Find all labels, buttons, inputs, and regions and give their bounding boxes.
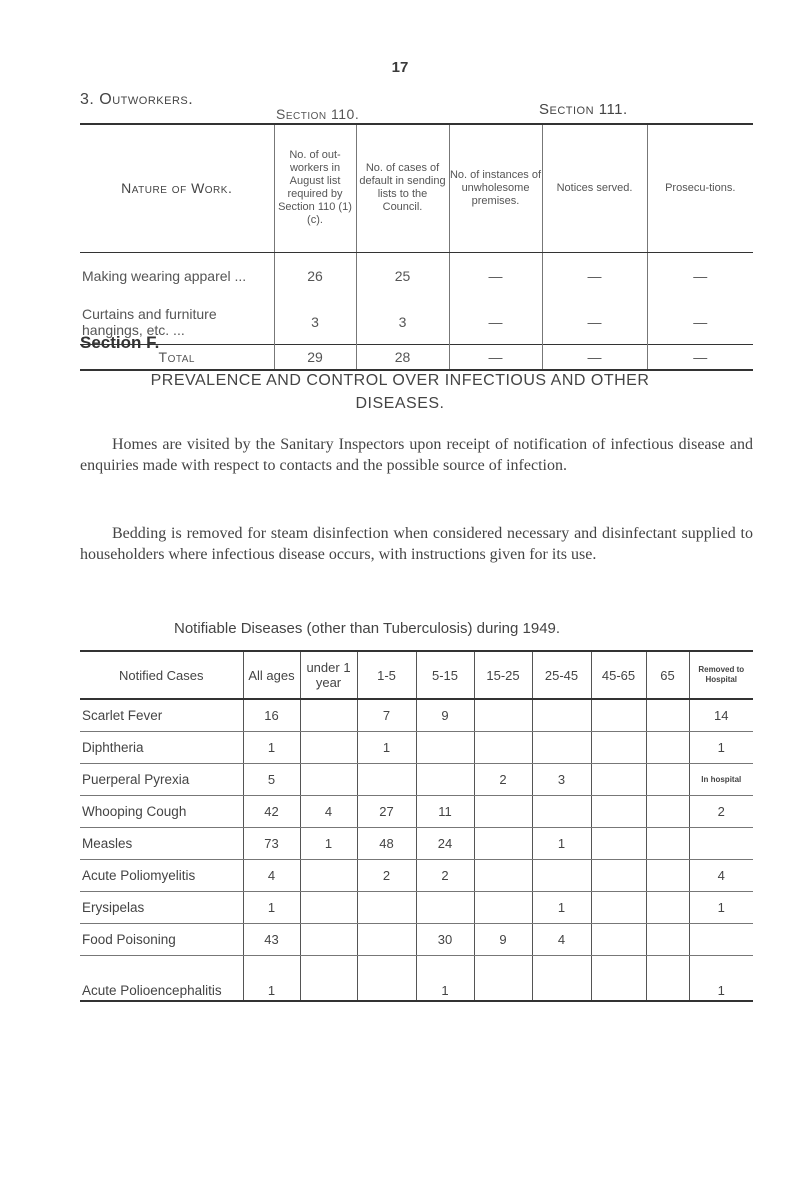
table-cell (646, 795, 689, 827)
paragraph-visits: Homes are visited by the Sanitary Inspectors upon receipt of notification of infectious disease and enquiries made with respect to contacts and the possible source of infection. (80, 436, 753, 474)
table-cell (532, 731, 591, 763)
age-group-header: 25-45 (532, 651, 591, 699)
table-cell: 30 (416, 923, 474, 955)
table-cell (689, 827, 753, 859)
table-cell (300, 859, 357, 891)
table-cell: 1 (243, 891, 300, 923)
table-cell: — (449, 344, 542, 370)
table-cell (646, 955, 689, 1001)
table-cell: 42 (243, 795, 300, 827)
table-cell (357, 923, 416, 955)
disease-name: Erysipelas (80, 891, 243, 923)
table-row (80, 252, 753, 300)
table-cell (474, 699, 532, 731)
page-number: 17 (391, 59, 409, 76)
table-cell (416, 891, 474, 923)
disease-name: Acute Polioencephalitis (80, 955, 243, 1001)
table-cell: 1 (357, 731, 416, 763)
table-cell (357, 955, 416, 1001)
table-cell (591, 699, 646, 731)
removed-to-hospital-header: Removed to Hospital (689, 651, 753, 699)
table-cell (646, 891, 689, 923)
table-row (80, 699, 753, 731)
disease-name: Acute Poliomyelitis (80, 859, 243, 891)
table-cell: 4 (300, 795, 357, 827)
table-cell: 1 (689, 891, 753, 923)
table-cell: 48 (357, 827, 416, 859)
table-cell (357, 763, 416, 795)
nature-of-work-header: Nature of Work. (80, 124, 274, 252)
table-cell (474, 891, 532, 923)
age-group-header: 45-65 (591, 651, 646, 699)
table-cell (591, 859, 646, 891)
paragraph-bedding: Bedding is removed for steam disinfection when considered necessary and disinfectant supplied to householders where infectious disease occurs, with instructions given for its use. (80, 525, 753, 563)
table-cell (300, 699, 357, 731)
table-cell (591, 923, 646, 955)
table-cell: — (449, 300, 542, 344)
table-cell (300, 955, 357, 1001)
table-cell (416, 763, 474, 795)
section-f-heading: Section F. (80, 333, 160, 352)
work-type-label: Making wearing apparel ... (82, 268, 247, 285)
age-group-header: under 1 year (300, 651, 357, 699)
disease-name: Diphtheria (80, 731, 243, 763)
table-cell: 11 (416, 795, 474, 827)
table-cell (532, 859, 591, 891)
table-cell: 4 (243, 859, 300, 891)
table-cell (591, 763, 646, 795)
table-cell: 7 (357, 699, 416, 731)
prosecutions-header: Prosecu-tions. (647, 124, 753, 252)
table-row (80, 827, 753, 859)
table-cell: 1 (689, 731, 753, 763)
table-cell: — (647, 252, 753, 300)
table-cell: 29 (274, 344, 356, 370)
total-row (80, 344, 753, 370)
table-cell (532, 795, 591, 827)
notices-served-header: Notices served. (542, 124, 647, 252)
section-title: PREVALENCE AND CONTROL OVER INFECTIOUS AND OTHER DISEASES. (150, 372, 650, 412)
table-cell: 16 (243, 699, 300, 731)
table-cell: 9 (474, 923, 532, 955)
default-cases-header: No. of cases of default in sending lists to the Council. (356, 124, 449, 252)
table-cell (416, 731, 474, 763)
table-cell: 1 (416, 955, 474, 1001)
table-row (80, 859, 753, 891)
table-cell: 2 (357, 859, 416, 891)
table-cell: 27 (357, 795, 416, 827)
disease-name: Scarlet Fever (80, 699, 243, 731)
section-110-label: Section 110. (276, 106, 360, 122)
table-cell: 2 (416, 859, 474, 891)
table-cell (474, 955, 532, 1001)
total-label: Total (80, 344, 274, 370)
disease-name: Whooping Cough (80, 795, 243, 827)
table-cell (646, 859, 689, 891)
age-group-header: 5-15 (416, 651, 474, 699)
table-row (80, 300, 753, 344)
table-cell (646, 923, 689, 955)
outworkers-count-header: No. of out-workers in August list required by Section 110 (1) (c). (274, 124, 356, 252)
disease-name: Puerperal Pyrexia (80, 763, 243, 795)
outworkers-table (80, 123, 753, 371)
table-cell: 3 (274, 300, 356, 344)
age-group-header: All ages (243, 651, 300, 699)
table-cell (689, 923, 753, 955)
table-cell: 3 (356, 300, 449, 344)
table-cell (532, 955, 591, 1001)
table-cell: 24 (416, 827, 474, 859)
table-cell (646, 827, 689, 859)
age-group-header: 65 (646, 651, 689, 699)
table-cell: — (647, 300, 753, 344)
table-cell: 26 (274, 252, 356, 300)
table-row (80, 763, 753, 795)
table-row (80, 955, 753, 1001)
table-cell: — (542, 344, 647, 370)
table-cell: 9 (416, 699, 474, 731)
age-group-header: 1-5 (357, 651, 416, 699)
table-row (80, 891, 753, 923)
table-cell (300, 923, 357, 955)
table-cell (474, 827, 532, 859)
table-cell: 28 (356, 344, 449, 370)
table-cell: 5 (243, 763, 300, 795)
notified-cases-header: Notified Cases (80, 651, 243, 699)
notifiable-diseases-heading: Notifiable Diseases (other than Tuberculosis) during 1949. (174, 620, 561, 637)
table-cell: 1 (532, 827, 591, 859)
table-cell (357, 891, 416, 923)
table-cell (300, 891, 357, 923)
table-cell (300, 731, 357, 763)
table-cell (646, 763, 689, 795)
work-type-label: Curtains and furniture hangings, etc. ... (82, 305, 217, 338)
table-cell (646, 699, 689, 731)
outworkers-heading: 3. Outworkers. (80, 91, 194, 108)
notifiable-diseases-table (80, 650, 753, 1002)
table-cell: 1 (300, 827, 357, 859)
table-cell: — (542, 252, 647, 300)
table-cell (474, 859, 532, 891)
age-group-header: 15-25 (474, 651, 532, 699)
disease-name: Measles (80, 827, 243, 859)
table-cell: 1 (243, 955, 300, 1001)
table-cell (591, 731, 646, 763)
table-cell: 73 (243, 827, 300, 859)
table-cell (300, 763, 357, 795)
table-header-row (80, 651, 753, 699)
unwholesome-premises-header: No. of instances of unwholesome premises. (449, 124, 542, 252)
table-cell: 3 (532, 763, 591, 795)
table-cell: — (449, 252, 542, 300)
table-cell: 2 (689, 795, 753, 827)
table-row (80, 731, 753, 763)
table-cell: — (647, 344, 753, 370)
table-cell: 25 (356, 252, 449, 300)
table-cell (591, 891, 646, 923)
table-row (80, 795, 753, 827)
table-cell (591, 827, 646, 859)
table-cell (646, 731, 689, 763)
table-cell: 14 (689, 699, 753, 731)
section-111-label: Section 111. (539, 101, 628, 118)
table-cell (532, 699, 591, 731)
disease-name: Food Poisoning (80, 923, 243, 955)
table-cell: — (542, 300, 647, 344)
table-cell: 43 (243, 923, 300, 955)
table-cell: 2 (474, 763, 532, 795)
table-cell (474, 795, 532, 827)
table-cell: 4 (532, 923, 591, 955)
table-cell: 1 (689, 955, 753, 1001)
table-row (80, 923, 753, 955)
table-cell (474, 731, 532, 763)
table-cell: 1 (243, 731, 300, 763)
table-cell: 4 (689, 859, 753, 891)
table-cell (591, 795, 646, 827)
table-cell: In hospital (689, 763, 753, 795)
table-cell: 1 (532, 891, 591, 923)
table-cell (591, 955, 646, 1001)
